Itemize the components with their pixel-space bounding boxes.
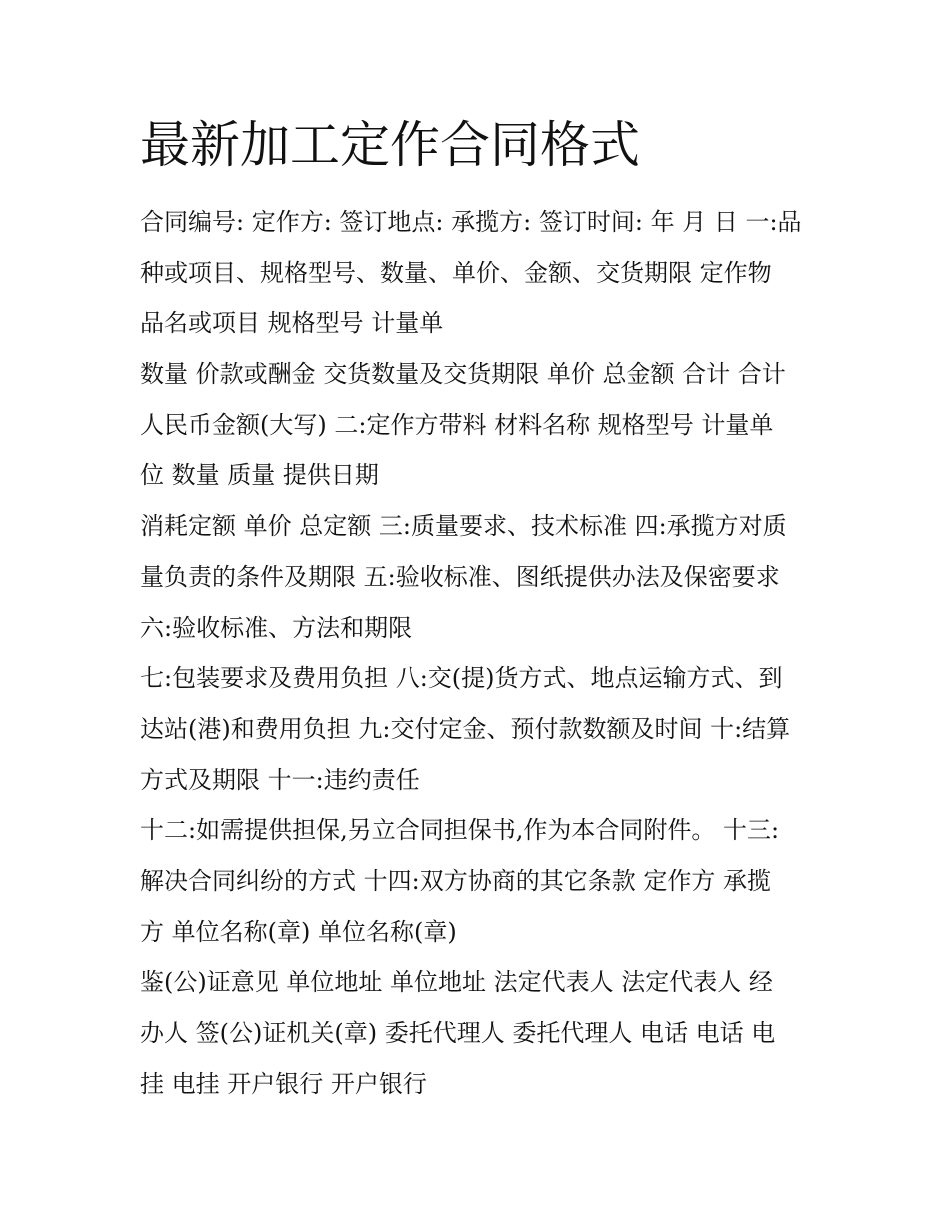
body-line: 七:包装要求及费用负担 八:交(提)货方式、地点运输方式、到 — [140, 664, 783, 693]
body-line: 挂 电挂 开户银行 开户银行 — [140, 1069, 427, 1098]
document-title: 最新加工定作合同格式 — [140, 116, 640, 174]
body-line: 方式及期限 十一:违约责任 — [140, 765, 420, 794]
body-line: 六:验收标准、方法和期限 — [140, 613, 413, 642]
body-line: 位 数量 质量 提供日期 — [140, 461, 379, 490]
body-line: 解决合同纠纷的方式 十四:双方协商的其它条款 定作方 承揽 — [140, 866, 771, 895]
body-line: 消耗定额 单价 总定额 三:质量要求、技术标准 四:承揽方对质 — [140, 512, 787, 541]
body-line: 品名或项目 规格型号 计量单 — [140, 309, 444, 338]
body-line: 达站(港)和费用负担 九:交付定金、预付款数额及时间 十:结算 — [140, 714, 791, 743]
body-line: 合同编号: 定作方: 签订地点: 承揽方: 签订时间: 年 月 日 一:品 — [140, 208, 802, 236]
document-body — [140, 197, 820, 1109]
body-line: 鉴(公)证意见 单位地址 单位地址 法定代表人 法定代表人 经 — [140, 968, 773, 997]
body-line: 人民币金额(大写) 二:定作方带料 材料名称 规格型号 计量单 — [140, 410, 774, 439]
body-line: 种或项目、规格型号、数量、单价、金额、交货期限 定作物 — [140, 258, 772, 287]
body-line: 数量 价款或酬金 交货数量及交货期限 单价 总金额 合计 合计 — [140, 360, 786, 389]
body-line: 方 单位名称(章) 单位名称(章) — [140, 917, 457, 946]
body-line: 办人 签(公)证机关(章) 委托代理人 委托代理人 电话 电话 电 — [140, 1019, 776, 1047]
body-line: 十二:如需提供担保,另立合同担保书,作为本合同附件。 十三: — [140, 816, 780, 845]
body-line: 量负责的条件及期限 五:验收标准、图纸提供办法及保密要求 — [140, 562, 780, 591]
